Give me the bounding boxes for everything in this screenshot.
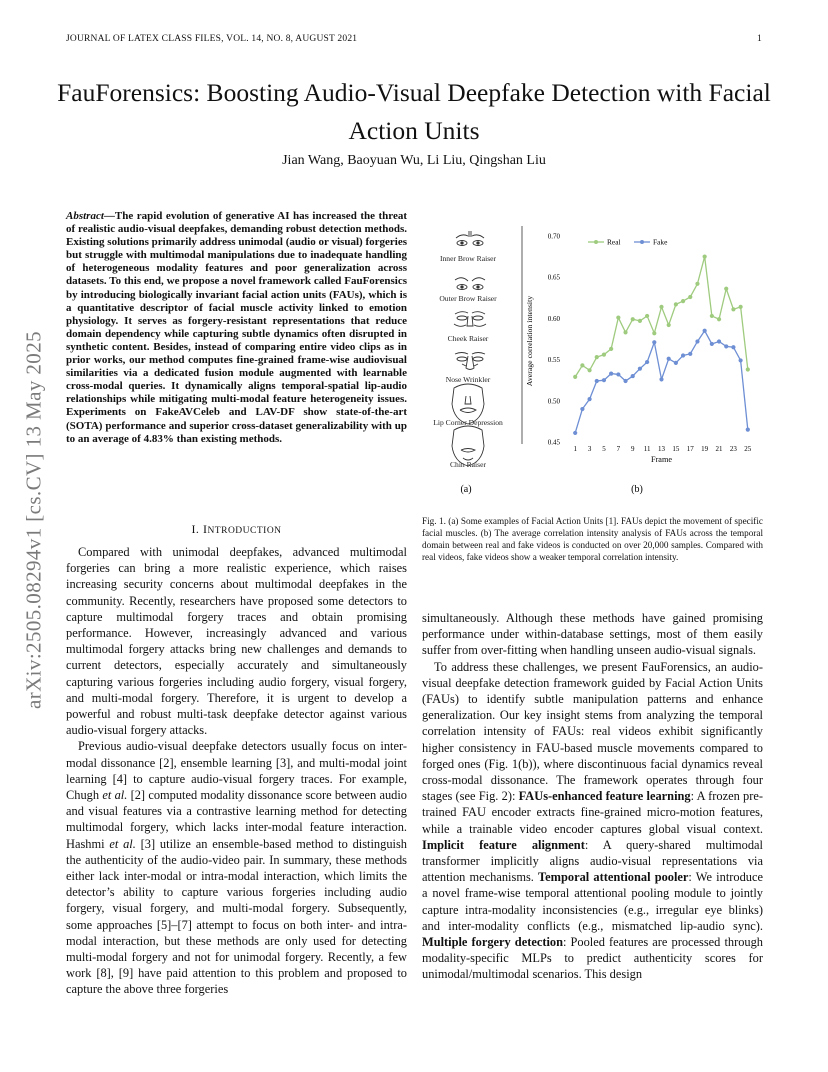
fau-label-cheek: Cheek Raiser [447, 334, 489, 343]
x-tick-label: 25 [744, 445, 752, 453]
data-point-fake [717, 339, 721, 343]
legend-label-fake: Fake [653, 237, 668, 247]
legend-marker-fake [640, 240, 644, 244]
text-run: [2] computed modality dissonance score between audio and visual features via a contrastive learning method for detecting multimodal forgery, which lacks inter-modal feature interaction. Hashmi [66, 788, 407, 851]
x-tick-label: 17 [686, 445, 694, 453]
fau-label-lip-corner: Lip Corner Depression [433, 418, 503, 427]
x-tick-labels [573, 445, 751, 453]
data-point-real [703, 255, 707, 259]
x-axis-title: Frame [651, 455, 672, 464]
right-column [422, 610, 763, 983]
x-tick-label: 11 [643, 445, 651, 453]
x-tick-label: 13 [658, 445, 665, 453]
data-point-fake [681, 353, 685, 357]
x-tick-label: 23 [729, 445, 737, 453]
data-point-real [710, 314, 714, 318]
page-number: 1 [757, 34, 762, 44]
fau-label-inner-brow: Inner Brow Raiser [439, 254, 497, 263]
data-point-fake [724, 344, 728, 348]
abstract-text: —The rapid evolution of generative AI has increased the threat of realistic audio-visual deepfakes, demanding robust detection methods. Existing solutions primarily address unimodal (audio or visual) forgeries but struggle with multimodal manipulations due to inadequate handling of heterogeneous modality features and poor generalization across datasets. To this end, we propose a novel framework called FauForensics by introducing biologically invariant facial action units (FAUs), which is a quantitative descriptor of facial muscle activity linked to emotion physiology. It serves as forgery-resistant representations that reduce domain dependency while capturing subtle dynamics often disrupted in synthetic content. Besides, instead of comparing entire video clips as in prior works, our method computes fine-grained frame-wise audiovisual similarities via a dedicated fusion module augmented with learnable cross-modal queries. It dynamically aligns temporal-spatial lip-audio relationships while mitigating multi-modal feature heterogeneity issues. Experiments on FakeAVCeleb and LAV-DF show state-of-the-art (SOTA) performance and superior cross-dataset generalizability with up to an average of 4.83% than existing methods. [66, 210, 407, 445]
text-run: : A query-shared multimodal transformer implicitly aligns audio-visual representations via attention mechanisms. [422, 837, 763, 885]
text-run: To address these challenges, we present FauForensics, an audio-visual deepfake detection framework guided by Facial Action Units (FAUs) to identify subtle manipulation patterns and enhance generalization. Our key insight stems from analyzing the temporal correlation intensity of FAUs: real videos exhibit significantly higher consistency in FAU-based muscle movements compared to forged ones (Fig. 1(b)), where discontinuous facial dynamics reveal cross-modal dissonance. The framework operates through four stages (see Fig. 2): [422, 659, 763, 804]
y-tick-label: 0.45 [547, 438, 560, 447]
data-point-real [616, 315, 620, 319]
intro-paragraph-3: simultaneously. Although these methods have gained promising performance under within-database settings, most of them easily suffer from over-fitting when handling unseen audio-visual signals. [422, 611, 763, 658]
data-point-real [652, 331, 656, 335]
legend-label-real: Real [607, 237, 621, 247]
data-point-fake [595, 379, 599, 383]
data-point-real [638, 319, 642, 323]
text-run: [3] utilize an ensemble-based method to distinguish the authenticity of the audio-video pair. In summary, these methods either lack inter-modal or intra-modal interaction, which limits the detector’s ability to capture various forgeries including audio forgery, visual forgery, and multi-modal forgery. Subsequently, some approaches [5]–[7] attempt to focus on both inter- and intra-modal interaction, but these methods are only used for detecting multi-modal forgery and not for unimodal forgery. Recently, a few work [8], [9] have paid attention to this problem and proposed to capture the above three forgeries [66, 836, 407, 997]
data-point-fake [652, 340, 656, 344]
figure-1 [420, 222, 765, 502]
arxiv-stamp-text: arXiv:2505.08294v1 [cs.CV] 13 May 2025 [21, 331, 46, 709]
data-point-real [688, 295, 692, 299]
panel-a-label: (a) [460, 484, 472, 495]
x-tick-label: 7 [616, 445, 621, 453]
fau-label-chin: Chin Raiser [449, 460, 487, 469]
correlation-chart [522, 226, 752, 464]
data-point-real [623, 330, 627, 334]
chart-legend [588, 238, 668, 247]
data-point-real [659, 305, 663, 309]
data-point-real [681, 299, 685, 303]
y-tick-labels [548, 233, 561, 447]
data-point-real [695, 282, 699, 286]
data-point-real [595, 355, 599, 359]
text-run: : Pooled features are processed through modality-specific MLPs to predict authenticity scores for unimodal/multimodal scenarios. This design [422, 935, 763, 982]
abstract [66, 210, 407, 446]
data-point-fake [631, 374, 635, 378]
x-tick-label: 21 [715, 445, 723, 453]
data-point-fake [746, 428, 750, 432]
data-point-real [667, 323, 671, 327]
data-point-real [731, 307, 735, 311]
fau-label-outer-brow: Outer Brow Raiser [439, 294, 497, 303]
data-point-real [717, 317, 721, 321]
data-point-fake [573, 431, 577, 435]
data-point-fake [638, 367, 642, 371]
data-point-real [580, 363, 584, 367]
running-header: JOURNAL OF LATEX CLASS FILES, VOL. 14, NO. 8, AUGUST 2021 [66, 34, 358, 44]
x-tick-label: 19 [701, 445, 709, 453]
x-tick-label: 9 [630, 445, 635, 453]
data-point-fake [688, 352, 692, 356]
data-point-fake [703, 329, 707, 333]
fau-panel [452, 231, 486, 466]
panel-b-label: (b) [631, 484, 643, 495]
y-tick-label: 0.60 [547, 314, 560, 323]
face-sketch-cheek [454, 312, 486, 327]
section-heading [66, 522, 407, 537]
x-tick-label: 3 [587, 445, 592, 453]
data-point-fake [710, 342, 714, 346]
intro-paragraph-4 [422, 659, 763, 983]
bold-term: Implicit feature alignment [422, 837, 585, 852]
data-point-fake [739, 358, 743, 362]
paper-title: FauForensics: Boosting Audio-Visual Deepfake Detection with Facial Action Units [57, 78, 771, 145]
data-point-fake [616, 372, 620, 376]
data-point-real [587, 368, 591, 372]
bold-term: Multiple forgery detection [422, 935, 563, 950]
y-tick-label: 0.55 [547, 356, 560, 365]
figure-1-canvas [420, 222, 765, 502]
legend-marker-real [594, 240, 598, 244]
figure-caption: Fig. 1. (a) Some examples of Facial Action Units [1]. FAUs depict the movement of specific facial muscles. (b) The average correlation intensity analysis of FAUs across the temporal domain between real and fake videos is conducted on over 20,000 samples. Compared with real videos, fake videos show a weaker temporal correlation intensity. [422, 516, 763, 562]
y-tick-label: 0.65 [547, 273, 560, 282]
text-run: Previous audio-visual deepfake detectors usually focus on inter-modal dissonance [2], ensemble learning [3], and multi-modal joint learning [4] to capture audio-visual forgery traces. For example, Chugh [66, 739, 407, 803]
data-point-real [674, 302, 678, 306]
chart-series [573, 255, 750, 436]
data-point-real [609, 347, 613, 351]
data-point-real [631, 317, 635, 321]
text-run: : A frozen pre-trained FAU encoder extracts fine-grained micro-motion features, while a trainable video encoder captures global visual context. [422, 789, 763, 836]
bold-term: Temporal attentional pooler [538, 870, 689, 885]
series-line-fake [575, 331, 748, 433]
data-point-real [746, 367, 750, 371]
data-point-fake [667, 357, 671, 361]
text-run: : We introduce a novel frame-wise temporal attentional pooling module to jointly capture intra-modality inconsistencies (e.g., irregular eye blinks) and inter-modality conflicts (e.g., mismatched lip-audio sync). [422, 870, 763, 933]
face-sketch-inner-brow [456, 231, 484, 246]
y-axis-title: Average correlation intensity [525, 295, 534, 387]
face-sketch-outer-brow [455, 278, 485, 290]
etal-run: et al. [109, 836, 136, 851]
x-tick-label: 15 [672, 445, 680, 453]
fau-label-nose: Nose Wrinkler [445, 375, 491, 384]
data-point-fake [580, 407, 584, 411]
bold-term: FAUs-enhanced feature learning [518, 789, 691, 804]
data-point-real [602, 353, 606, 357]
data-point-fake [659, 377, 663, 381]
section-title-rest: NTRODUCTION [207, 526, 282, 536]
intro-paragraph-2 [66, 738, 407, 997]
author-list: Jian Wang, Baoyuan Wu, Li Liu, Qingshan Liu [282, 153, 546, 168]
face-sketch-nose [455, 353, 485, 370]
fau-label-group [433, 254, 503, 469]
arxiv-stamp [6, 270, 62, 770]
series-line-real [575, 257, 748, 377]
data-point-fake [609, 372, 613, 376]
data-point-fake [602, 378, 606, 382]
data-point-fake [695, 339, 699, 343]
data-point-real [739, 305, 743, 309]
x-tick-label: 5 [602, 445, 606, 453]
data-point-real [645, 314, 649, 318]
section-number: I. [191, 522, 200, 536]
y-tick-label: 0.50 [547, 397, 560, 406]
x-tick-label: 1 [573, 445, 577, 453]
data-point-real [573, 375, 577, 379]
y-tick-label: 0.70 [547, 232, 560, 241]
data-point-fake [587, 397, 591, 401]
etal-run: et al. [102, 788, 128, 803]
data-point-fake [623, 379, 627, 383]
data-point-fake [645, 360, 649, 364]
data-point-fake [674, 361, 678, 365]
intro-paragraph-1: Compared with unimodal deepfakes, advanced multimodal forgeries can bring a more realistic experience, which raises increasing security concerns about multimodal deepfakes in the community. Recently, researchers have proposed some detectors to capture multimodal forgery traces and obtain promising performance. However, increasingly advanced and various multimodal forgery attacks bring new challenges and demands to current detectors, especially accurately and simultaneously capturing various forgeries including audio forgery, visual forgery, and multi-modal forgery. Therefore, it is urgent to develop a powerful and robust multi-task deepfake detector against various audio-visual forgery attacks. [66, 545, 407, 738]
data-point-fake [731, 345, 735, 349]
abstract-label: Abstract [66, 210, 104, 222]
left-column [66, 544, 407, 998]
data-point-real [724, 287, 728, 291]
section-title-initial: I [202, 522, 208, 536]
